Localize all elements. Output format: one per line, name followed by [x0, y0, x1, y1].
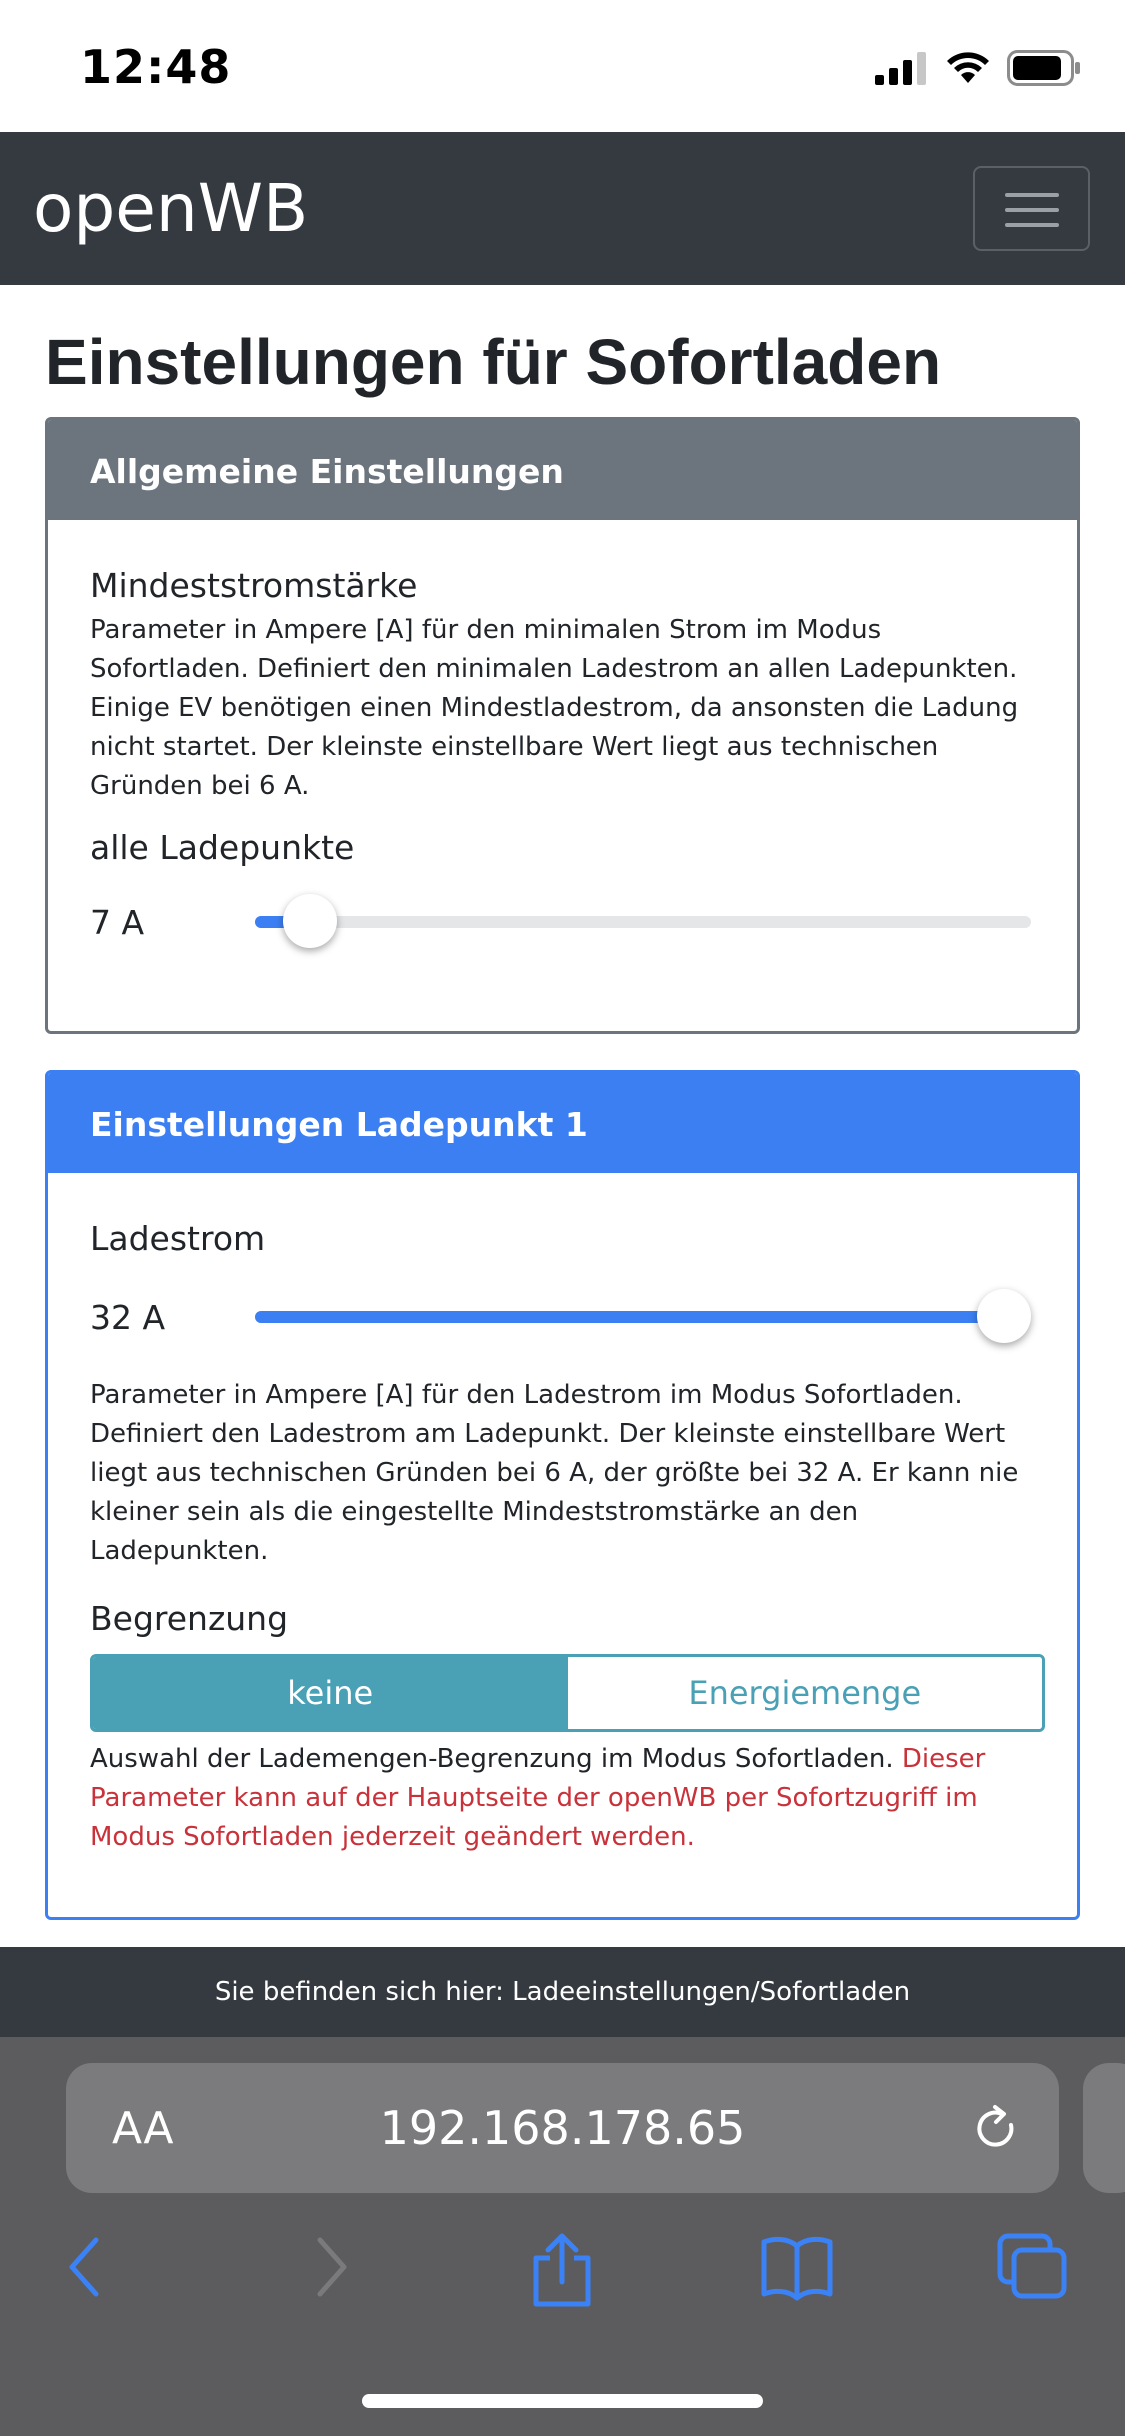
navbar	[0, 132, 1125, 285]
slider-thumb[interactable]	[283, 894, 337, 948]
general-settings-card	[45, 417, 1080, 1034]
browser-toolbar	[0, 2037, 1125, 2436]
charge-current-slider[interactable]	[255, 1311, 1031, 1323]
bookmarks-icon[interactable]	[760, 2232, 834, 2302]
limit-button-group	[90, 1654, 1045, 1732]
address-bar[interactable]	[66, 2063, 1059, 2193]
all-points-label: alle Ladepunkte	[90, 828, 355, 867]
slider-value: 7 A	[90, 902, 145, 942]
share-icon[interactable]	[530, 2232, 594, 2308]
min-current-label: Mindeststromstärke	[90, 566, 418, 605]
min-current-slider[interactable]	[255, 916, 1031, 928]
slider-fill	[255, 1311, 1004, 1323]
cellular-signal-icon	[875, 51, 929, 85]
wifi-icon	[945, 51, 991, 85]
charge-current-slider-row	[90, 1282, 1035, 1352]
aa-label: AA	[112, 2103, 174, 2154]
card-body	[48, 1173, 1077, 1897]
forward-icon[interactable]	[308, 2232, 352, 2302]
menu-toggle-button[interactable]	[973, 166, 1090, 251]
min-current-slider-row	[90, 887, 1035, 957]
card-header: Allgemeine Einstellungen	[48, 420, 1077, 520]
tabs-icon[interactable]	[996, 2232, 1070, 2302]
brand-logo[interactable]: openWB	[33, 170, 309, 247]
slider-value: 32 A	[90, 1297, 166, 1337]
main-content	[0, 285, 1125, 1947]
browser-nav-toolbar	[0, 2232, 1125, 2322]
footer-breadcrumb: Sie befinden sich hier: Ladeeinstellungen/Sofortladen	[0, 1947, 1125, 2037]
card-header: Einstellungen Ladepunkt 1	[48, 1073, 1077, 1173]
chargepoint-1-card	[45, 1070, 1080, 1920]
status-bar	[0, 0, 1125, 132]
limit-help	[90, 1740, 1035, 1857]
charge-current-label: Ladestrom	[90, 1219, 266, 1258]
slider-thumb[interactable]	[977, 1289, 1031, 1343]
limit-option-none-button[interactable]: keine	[93, 1657, 568, 1729]
limit-option-energy-button[interactable]: Energiemenge	[568, 1657, 1043, 1729]
hamburger-icon	[1005, 193, 1059, 197]
limit-label: Begrenzung	[90, 1599, 289, 1638]
card-body	[48, 520, 1077, 997]
page-title: Einstellungen für Sofortladen	[45, 326, 942, 398]
back-icon[interactable]	[64, 2232, 108, 2302]
reload-icon[interactable]	[971, 2103, 1021, 2155]
status-icons	[875, 50, 1081, 86]
clock: 12:48	[80, 40, 232, 94]
limit-help-text: Auswahl der Lademengen-Begrenzung im Modus Sofortladen.	[90, 1744, 894, 1774]
home-indicator	[362, 2394, 763, 2408]
battery-icon	[1007, 50, 1081, 86]
min-current-help: Parameter in Ampere [A] für den minimalen Strom im Modus Sofortladen. Definiert den minimalen Ladestrom an allen Ladepunkten. Einige EV benötigen einen Mindestladestrom, da ansonsten die Ladung nicht startet. Der kleinste einstellbare Wert liegt aus technischen Gründen bei 6 A.	[90, 615, 1019, 801]
url-text[interactable]: 192.168.178.65	[379, 2101, 746, 2155]
limit-help-warning: Dieser Parameter kann auf der Hauptseite der openWB per Sofortzugriff im Modus Sofortladen jederzeit geändert werden.	[90, 1744, 986, 1852]
charge-current-help: Parameter in Ampere [A] für den Ladestrom im Modus Sofortladen. Definiert den Ladestrom am Ladepunkt. Der kleinste einstellbare Wert liegt aus technischen Gründen bei 6 A, der größte bei 32 A. Er kann nie kleiner sein als die eingestellte Mindeststromstärke an den Ladepunkten.	[90, 1380, 1019, 1566]
next-tab-peek[interactable]	[1083, 2063, 1125, 2193]
